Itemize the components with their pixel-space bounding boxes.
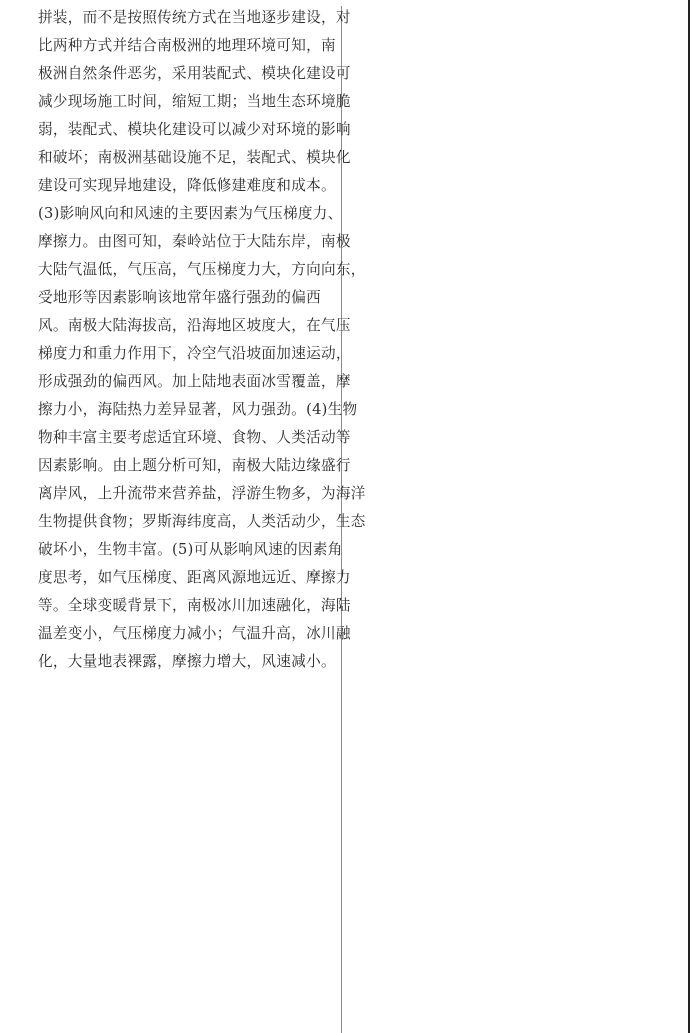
text-line: 等。全球变暖背景下，南极冰川加速融化，海陆	[38, 597, 351, 614]
text-line: (3)影响风向和风速的主要因素为气压梯度力、	[38, 205, 343, 222]
text-line: 风。南极大陆海拔高，沿海地区坡度大，在气压	[38, 317, 351, 334]
text-line: 摩擦力。由图可知，秦岭站位于大陆东岸，南极	[38, 233, 351, 250]
text-line: 拼装，而不是按照传统方式在当地逐步建设，对	[38, 9, 351, 26]
text-line: 化，大量地表裸露，摩擦力增大，风速减小。	[38, 653, 336, 670]
text-line: 减少现场施工时间，缩短工期；当地生态环境脆	[38, 93, 351, 110]
text-line: 破坏小，生物丰富。(5)可从影响风速的因素角	[38, 541, 343, 558]
text-line: 形成强劲的偏西风。加上陆地表面冰雪覆盖，摩	[38, 373, 351, 390]
page-right-border	[688, 0, 690, 1033]
text-line: 受地形等因素影响该地常年盛行强劲的偏西	[38, 289, 321, 306]
text-line: 建设可实现异地建设，降低修建难度和成本。	[38, 177, 336, 194]
left-column	[12, 0, 366, 1033]
text-line: 弱，装配式、模块化建设可以减少对环境的影响	[38, 121, 351, 138]
text-line: 离岸风，上升流带来营养盐，浮游生物多，为海洋	[38, 485, 366, 502]
text-line: 度思考，如气压梯度、距离风源地远近、摩擦力	[38, 569, 351, 586]
text-line: 大陆气温低，气压高，气压梯度力大，方向向东，	[38, 261, 366, 278]
text-line: 温差变小，气压梯度力减小；气温升高，冰川融	[38, 625, 351, 642]
text-line: 生物提供食物；罗斯海纬度高，人类活动少，生态	[38, 513, 366, 530]
text-line: 因素影响。由上题分析可知，南极大陆边缘盛行	[38, 457, 351, 474]
text-line: 擦力小，海陆热力差异显著，风力强劲。(4)生物	[38, 401, 358, 418]
text-line: 物种丰富主要考虑适宜环境、食物、人类活动等	[38, 429, 351, 446]
text-line: 极洲自然条件恶劣，采用装配式、模块化建设可	[38, 65, 351, 82]
text-line: 和破坏；南极洲基础设施不足，装配式、模块化	[38, 149, 351, 166]
text-line: 比两种方式并结合南极洲的地理环境可知，南	[38, 37, 336, 54]
text-line: 梯度力和重力作用下，冷空气沿坡面加速运动，	[38, 345, 351, 362]
